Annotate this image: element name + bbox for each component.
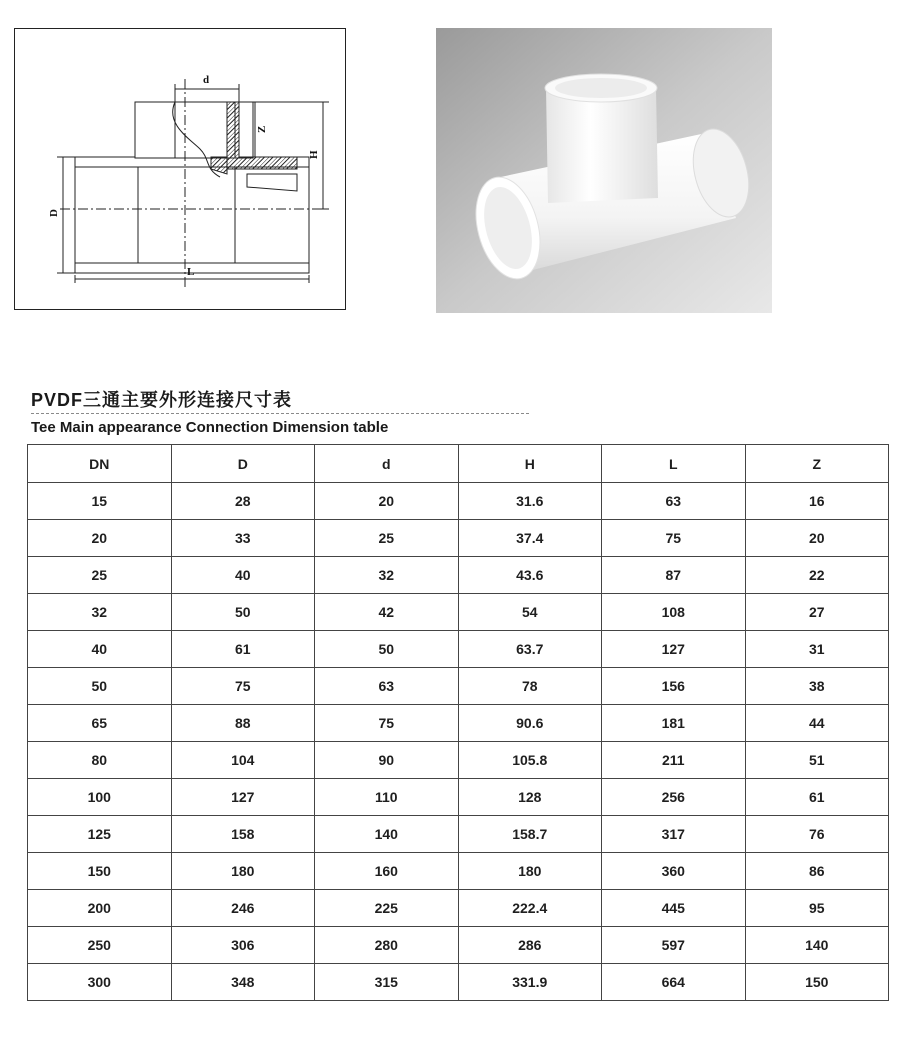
cell-d: 110 (315, 779, 459, 816)
cell-Z: 95 (745, 890, 889, 927)
cell-H: 331.9 (458, 964, 602, 1001)
cell-dn: 32 (28, 594, 172, 631)
label-D: D (48, 209, 60, 217)
cell-dn: 100 (28, 779, 172, 816)
dimension-table (27, 444, 889, 1001)
cell-H: 128 (458, 779, 602, 816)
table-title-chinese: PVDF三通主要外形连接尺寸表 (31, 390, 293, 410)
cell-H: 222.4 (458, 890, 602, 927)
label-H: H (308, 150, 320, 159)
cell-D: 127 (171, 779, 315, 816)
table-row (28, 816, 889, 853)
cell-d: 32 (315, 557, 459, 594)
table-row (28, 964, 889, 1001)
cell-Z: 16 (745, 483, 889, 520)
cell-Z: 76 (745, 816, 889, 853)
cell-Z: 20 (745, 520, 889, 557)
cell-d: 50 (315, 631, 459, 668)
cell-L: 181 (602, 705, 746, 742)
cell-D: 158 (171, 816, 315, 853)
label-Z: Z (256, 125, 268, 133)
table-row (28, 668, 889, 705)
table-row (28, 483, 889, 520)
cell-dn: 300 (28, 964, 172, 1001)
cell-Z: 27 (745, 594, 889, 631)
cell-L: 664 (602, 964, 746, 1001)
cell-d: 63 (315, 668, 459, 705)
cell-L: 87 (602, 557, 746, 594)
table-row (28, 705, 889, 742)
cell-Z: 44 (745, 705, 889, 742)
table-row (28, 779, 889, 816)
cell-dn: 150 (28, 853, 172, 890)
table-body (28, 483, 889, 1001)
cell-H: 90.6 (458, 705, 602, 742)
cell-dn: 250 (28, 927, 172, 964)
header-D: D (171, 445, 315, 483)
cell-H: 180 (458, 853, 602, 890)
cell-L: 75 (602, 520, 746, 557)
table-header-row (28, 445, 889, 483)
cell-L: 127 (602, 631, 746, 668)
table-row (28, 594, 889, 631)
cell-L: 445 (602, 890, 746, 927)
cell-D: 306 (171, 927, 315, 964)
cell-Z: 51 (745, 742, 889, 779)
cell-dn: 25 (28, 557, 172, 594)
cell-H: 286 (458, 927, 602, 964)
cell-D: 246 (171, 890, 315, 927)
table-row (28, 631, 889, 668)
cell-dn: 50 (28, 668, 172, 705)
cell-D: 61 (171, 631, 315, 668)
cell-d: 140 (315, 816, 459, 853)
cell-L: 156 (602, 668, 746, 705)
cell-D: 75 (171, 668, 315, 705)
cell-d: 90 (315, 742, 459, 779)
product-photo (436, 28, 772, 313)
cell-L: 360 (602, 853, 746, 890)
cell-L: 108 (602, 594, 746, 631)
cell-D: 50 (171, 594, 315, 631)
cell-dn: 40 (28, 631, 172, 668)
cell-H: 158.7 (458, 816, 602, 853)
table-row (28, 853, 889, 890)
cell-dn: 80 (28, 742, 172, 779)
cell-L: 63 (602, 483, 746, 520)
cell-Z: 140 (745, 927, 889, 964)
tee-fitting-image (436, 28, 772, 313)
cell-dn: 15 (28, 483, 172, 520)
cell-L: 597 (602, 927, 746, 964)
cell-Z: 22 (745, 557, 889, 594)
title-divider (31, 413, 529, 414)
cell-D: 104 (171, 742, 315, 779)
cell-H: 63.7 (458, 631, 602, 668)
table-row (28, 520, 889, 557)
table-title-english: Tee Main appearance Connection Dimension table (31, 419, 389, 436)
cell-d: 160 (315, 853, 459, 890)
technical-drawing (14, 28, 346, 310)
header-H: H (458, 445, 602, 483)
label-L: L (187, 266, 195, 278)
cell-dn: 65 (28, 705, 172, 742)
cell-H: 37.4 (458, 520, 602, 557)
cell-D: 40 (171, 557, 315, 594)
cell-d: 20 (315, 483, 459, 520)
cell-Z: 31 (745, 631, 889, 668)
cell-H: 54 (458, 594, 602, 631)
cell-Z: 38 (745, 668, 889, 705)
cell-Z: 61 (745, 779, 889, 816)
label-d: d (203, 74, 210, 86)
tee-section-drawing (15, 29, 347, 311)
cell-Z: 86 (745, 853, 889, 890)
cell-d: 42 (315, 594, 459, 631)
cell-D: 28 (171, 483, 315, 520)
cell-Z: 150 (745, 964, 889, 1001)
table-row (28, 890, 889, 927)
cell-H: 78 (458, 668, 602, 705)
cell-d: 75 (315, 705, 459, 742)
cell-d: 315 (315, 964, 459, 1001)
table-row (28, 742, 889, 779)
header-dn: DN (28, 445, 172, 483)
cell-D: 33 (171, 520, 315, 557)
header-Z: Z (745, 445, 889, 483)
cell-D: 348 (171, 964, 315, 1001)
cell-H: 105.8 (458, 742, 602, 779)
cell-D: 180 (171, 853, 315, 890)
cell-dn: 20 (28, 520, 172, 557)
cell-D: 88 (171, 705, 315, 742)
cell-L: 211 (602, 742, 746, 779)
cell-dn: 125 (28, 816, 172, 853)
cell-d: 25 (315, 520, 459, 557)
cell-L: 317 (602, 816, 746, 853)
cell-H: 43.6 (458, 557, 602, 594)
cell-L: 256 (602, 779, 746, 816)
header-L: L (602, 445, 746, 483)
cell-dn: 200 (28, 890, 172, 927)
cell-d: 280 (315, 927, 459, 964)
table-row (28, 557, 889, 594)
header-d: d (315, 445, 459, 483)
cell-H: 31.6 (458, 483, 602, 520)
table-row (28, 927, 889, 964)
cell-d: 225 (315, 890, 459, 927)
